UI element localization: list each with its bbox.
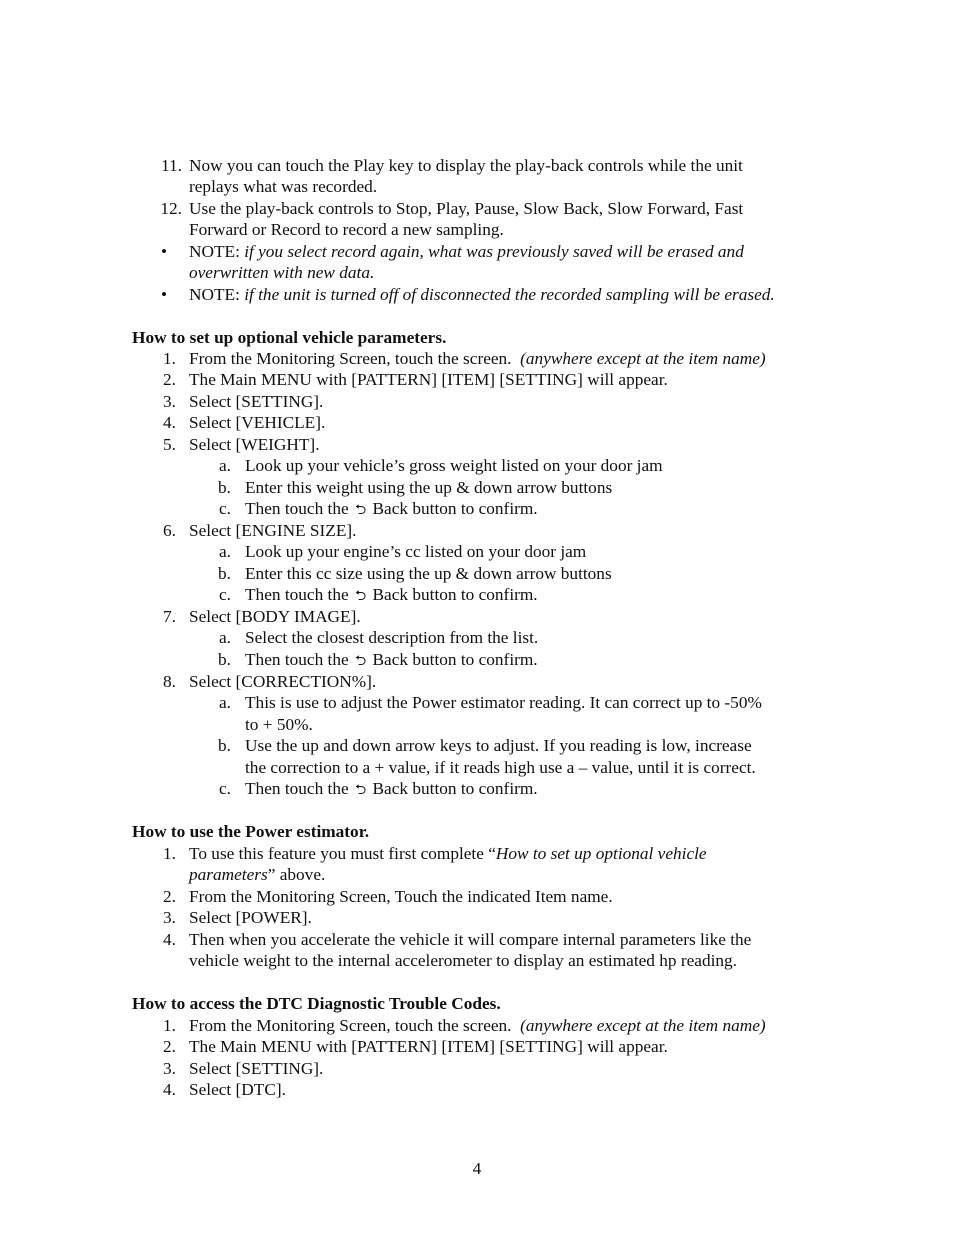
back-arrow-icon: ⮌ [354,653,367,669]
list-item-text: Select [VEHICLE]. [189,413,326,432]
back-arrow-icon: ⮌ [354,588,367,604]
list-item-text: From the Monitoring Screen, touch the screen. (anywhere except at the item name) [189,349,766,368]
list-item-text: Then when you accelerate the vehicle it will compare internal parameters like the [189,930,752,949]
list-number: 3. [163,908,176,927]
sublist-item-text: Enter this cc size using the up & down arrow buttons [245,564,612,583]
sublist-letter: c. [219,779,231,798]
list-item-text: Select [SETTING]. [189,1059,324,1078]
sublist-item-text: Then touch the ⮌ Back button to confirm. [245,585,538,604]
list-item-text: Use the play-back controls to Stop, Play, Pause, Slow Back, Slow Forward, Fast [189,199,744,218]
back-arrow-icon: ⮌ [354,782,367,798]
list-item-text: Select [DTC]. [189,1080,286,1099]
sublist-letter: c. [219,499,231,518]
sublist-item-text: Enter this weight using the up & down arrow buttons [245,478,613,497]
sublist-item-text: Then touch the ⮌ Back button to confirm. [245,499,538,518]
sublist-item-text: Then touch the ⮌ Back button to confirm. [245,650,538,669]
list-number: 1. [163,1016,176,1035]
list-number: 2. [163,887,176,906]
list-number: 12. [160,199,182,218]
list-item-text: The Main MENU with [PATTERN] [ITEM] [SETTING] will appear. [189,1037,668,1056]
sublist-letter: b. [218,564,231,583]
list-number: 8. [163,672,176,691]
bullet-icon: • [161,242,168,261]
list-item-text: Select [CORRECTION%]. [189,672,377,691]
list-item-text: Select [POWER]. [189,908,312,927]
sublist-item-text: Select the closest description from the list. [245,628,539,647]
list-item-text: parameters” above. [189,865,326,884]
sublist-letter: c. [219,585,231,604]
list-item-text: Now you can touch the Play key to display the play-back controls while the unit [189,156,743,175]
bullet-icon: • [161,285,168,304]
list-item-text: Forward or Record to record a new sampling. [189,220,504,239]
list-item-text: To use this feature you must first complete “How to set up optional vehicle [189,844,707,863]
sublist-letter: a. [219,542,231,561]
sublist-letter: a. [219,456,231,475]
section-heading: How to set up optional vehicle parameters. [132,328,447,347]
note-text: NOTE: if you select record again, what was previously saved will be erased and [189,242,744,261]
list-number: 6. [163,521,176,540]
section-heading: How to access the DTC Diagnostic Trouble Codes. [132,994,501,1013]
list-item-text: Select [WEIGHT]. [189,435,320,454]
page-number: 4 [472,1159,482,1178]
sublist-item-text: Use the up and down arrow keys to adjust. If you reading is low, increase [245,736,752,755]
list-item-text: replays what was recorded. [189,177,378,196]
sublist-item-text: the correction to a + value, if it reads high use a – value, until it is correct. [245,758,756,777]
list-item-text: From the Monitoring Screen, touch the screen. (anywhere except at the item name) [189,1016,766,1035]
note-text: NOTE: if the unit is turned off of disconnected the recorded sampling will be erased. [189,285,775,304]
note-text: overwritten with new data. [189,263,375,282]
sublist-item-text: Then touch the ⮌ Back button to confirm. [245,779,538,798]
sublist-letter: a. [219,693,231,712]
sublist-letter: b. [218,478,231,497]
list-number: 1. [163,844,176,863]
list-number: 7. [163,607,176,626]
section-heading: How to use the Power estimator. [132,822,370,841]
list-number: 3. [163,1059,176,1078]
list-number: 3. [163,392,176,411]
back-arrow-icon: ⮌ [354,502,367,518]
sublist-letter: b. [218,650,231,669]
list-item-text: Select [ENGINE SIZE]. [189,521,357,540]
list-number: 4. [163,413,176,432]
list-number: 11. [161,156,182,175]
sublist-letter: b. [218,736,231,755]
list-item-text: Select [SETTING]. [189,392,324,411]
list-item-text: Select [BODY IMAGE]. [189,607,361,626]
list-item-text: The Main MENU with [PATTERN] [ITEM] [SETTING] will appear. [189,370,668,389]
list-number: 2. [163,370,176,389]
sublist-letter: a. [219,628,231,647]
list-number: 1. [163,349,176,368]
list-item-text: From the Monitoring Screen, Touch the indicated Item name. [189,887,613,906]
list-number: 5. [163,435,176,454]
sublist-item-text: Look up your vehicle’s gross weight listed on your door jam [245,456,663,475]
sublist-item-text: This is use to adjust the Power estimator reading. It can correct up to -50% [245,693,762,712]
sublist-item-text: to + 50%. [245,715,313,734]
list-number: 4. [163,930,176,949]
list-item-text: vehicle weight to the internal accelerometer to display an estimated hp reading. [189,951,737,970]
list-number: 2. [163,1037,176,1056]
sublist-item-text: Look up your engine’s cc listed on your door jam [245,542,587,561]
list-number: 4. [163,1080,176,1099]
